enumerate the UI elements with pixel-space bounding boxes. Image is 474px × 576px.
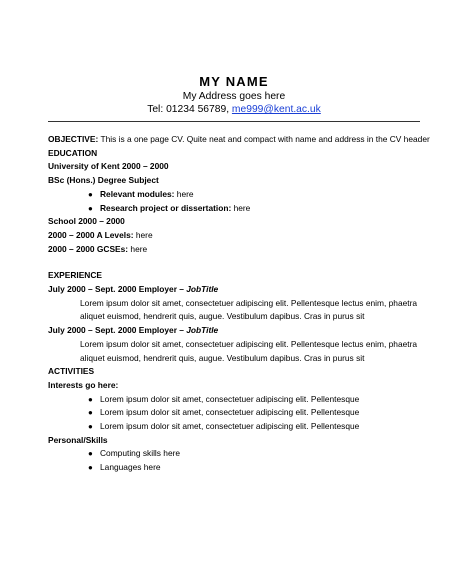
modules-value: here	[176, 188, 194, 199]
list-item	[48, 188, 428, 202]
job-description: Lorem ipsum dolor sit amet, consectetuer adipiscing elit. Pellentesque lectus enim, phaetra aliquet euismod, hendrerit quis, augue. Vestibulum dapibus. Cras in purus sit	[80, 338, 418, 363]
job-title: JobTitle	[186, 284, 219, 295]
bullet-icon: ●	[88, 394, 93, 404]
list-item	[48, 420, 428, 434]
list-item	[48, 447, 428, 461]
job-dates-employer: July 2000 – Sept. 2000 Employer –	[48, 284, 187, 295]
cv-header	[48, 74, 420, 116]
job-title: JobTitle	[186, 325, 219, 336]
bullet-icon: ●	[88, 203, 93, 213]
bullet-icon: ●	[88, 189, 93, 199]
gcses-value: here	[130, 243, 148, 254]
skills-heading: Personal/Skills	[48, 434, 108, 445]
bullet-icon: ●	[88, 422, 93, 432]
interests-heading: Interests go here:	[48, 379, 119, 390]
education-school: School 2000 – 2000	[48, 216, 125, 227]
skill-text: Computing skills here	[100, 448, 181, 459]
gcses-line	[48, 243, 428, 257]
project-label: Research project or dissertation:	[100, 202, 232, 213]
list-item	[48, 202, 428, 216]
alevels-label: 2000 – 2000 A Levels:	[48, 229, 134, 240]
list-item	[48, 406, 428, 420]
interest-text: Lorem ipsum dolor sit amet, consectetuer adipiscing elit. Pellentesque	[100, 393, 360, 404]
email-link[interactable]: me999@kent.ac.uk	[231, 104, 321, 115]
project-value: here	[233, 202, 251, 213]
activities-heading: ACTIVITIES	[48, 366, 95, 377]
job-heading	[48, 283, 428, 297]
bullet-icon: ●	[88, 463, 93, 473]
bullet-icon: ●	[88, 449, 93, 459]
job-heading	[48, 324, 428, 338]
bullet-icon: ●	[88, 408, 93, 418]
list-item	[48, 461, 428, 475]
cv-body	[48, 133, 428, 475]
modules-label: Relevant modules:	[100, 188, 175, 199]
interest-text: Lorem ipsum dolor sit amet, consectetuer adipiscing elit. Pellentesque	[100, 407, 360, 418]
objective-label: OBJECTIVE:	[48, 134, 99, 144]
cv-telephone: Tel: 01234 56789,	[147, 104, 232, 115]
objective-line	[48, 133, 428, 147]
objective-text: This is a one page CV. Quite neat and compact with name and address in the CV header	[100, 134, 430, 144]
header-divider	[48, 121, 420, 122]
alevels-value: here	[135, 229, 153, 240]
alevels-line	[48, 229, 428, 243]
cv-name: MY NAME	[199, 74, 269, 89]
gcses-label: 2000 – 2000 GCSEs:	[48, 243, 129, 254]
education-heading: EDUCATION	[48, 147, 98, 158]
skill-text: Languages here	[100, 462, 161, 473]
education-university: University of Kent 2000 – 2000	[48, 161, 169, 172]
cv-address: My Address goes here	[182, 91, 286, 102]
interest-text: Lorem ipsum dolor sit amet, consectetuer adipiscing elit. Pellentesque	[100, 421, 360, 432]
job-description: Lorem ipsum dolor sit amet, consectetuer adipiscing elit. Pellentesque lectus enim, phaetra aliquet euismod, hendrerit quis, augue. Vestibulum dapibus. Cras in purus sit	[80, 297, 418, 322]
education-degree: BSc (Hons.) Degree Subject	[48, 175, 159, 186]
job-dates-employer: July 2000 – Sept. 2000 Employer –	[48, 325, 187, 336]
section-spacer	[48, 256, 428, 269]
cv-contact	[48, 103, 420, 116]
list-item	[48, 393, 428, 407]
experience-heading: EXPERIENCE	[48, 270, 102, 281]
